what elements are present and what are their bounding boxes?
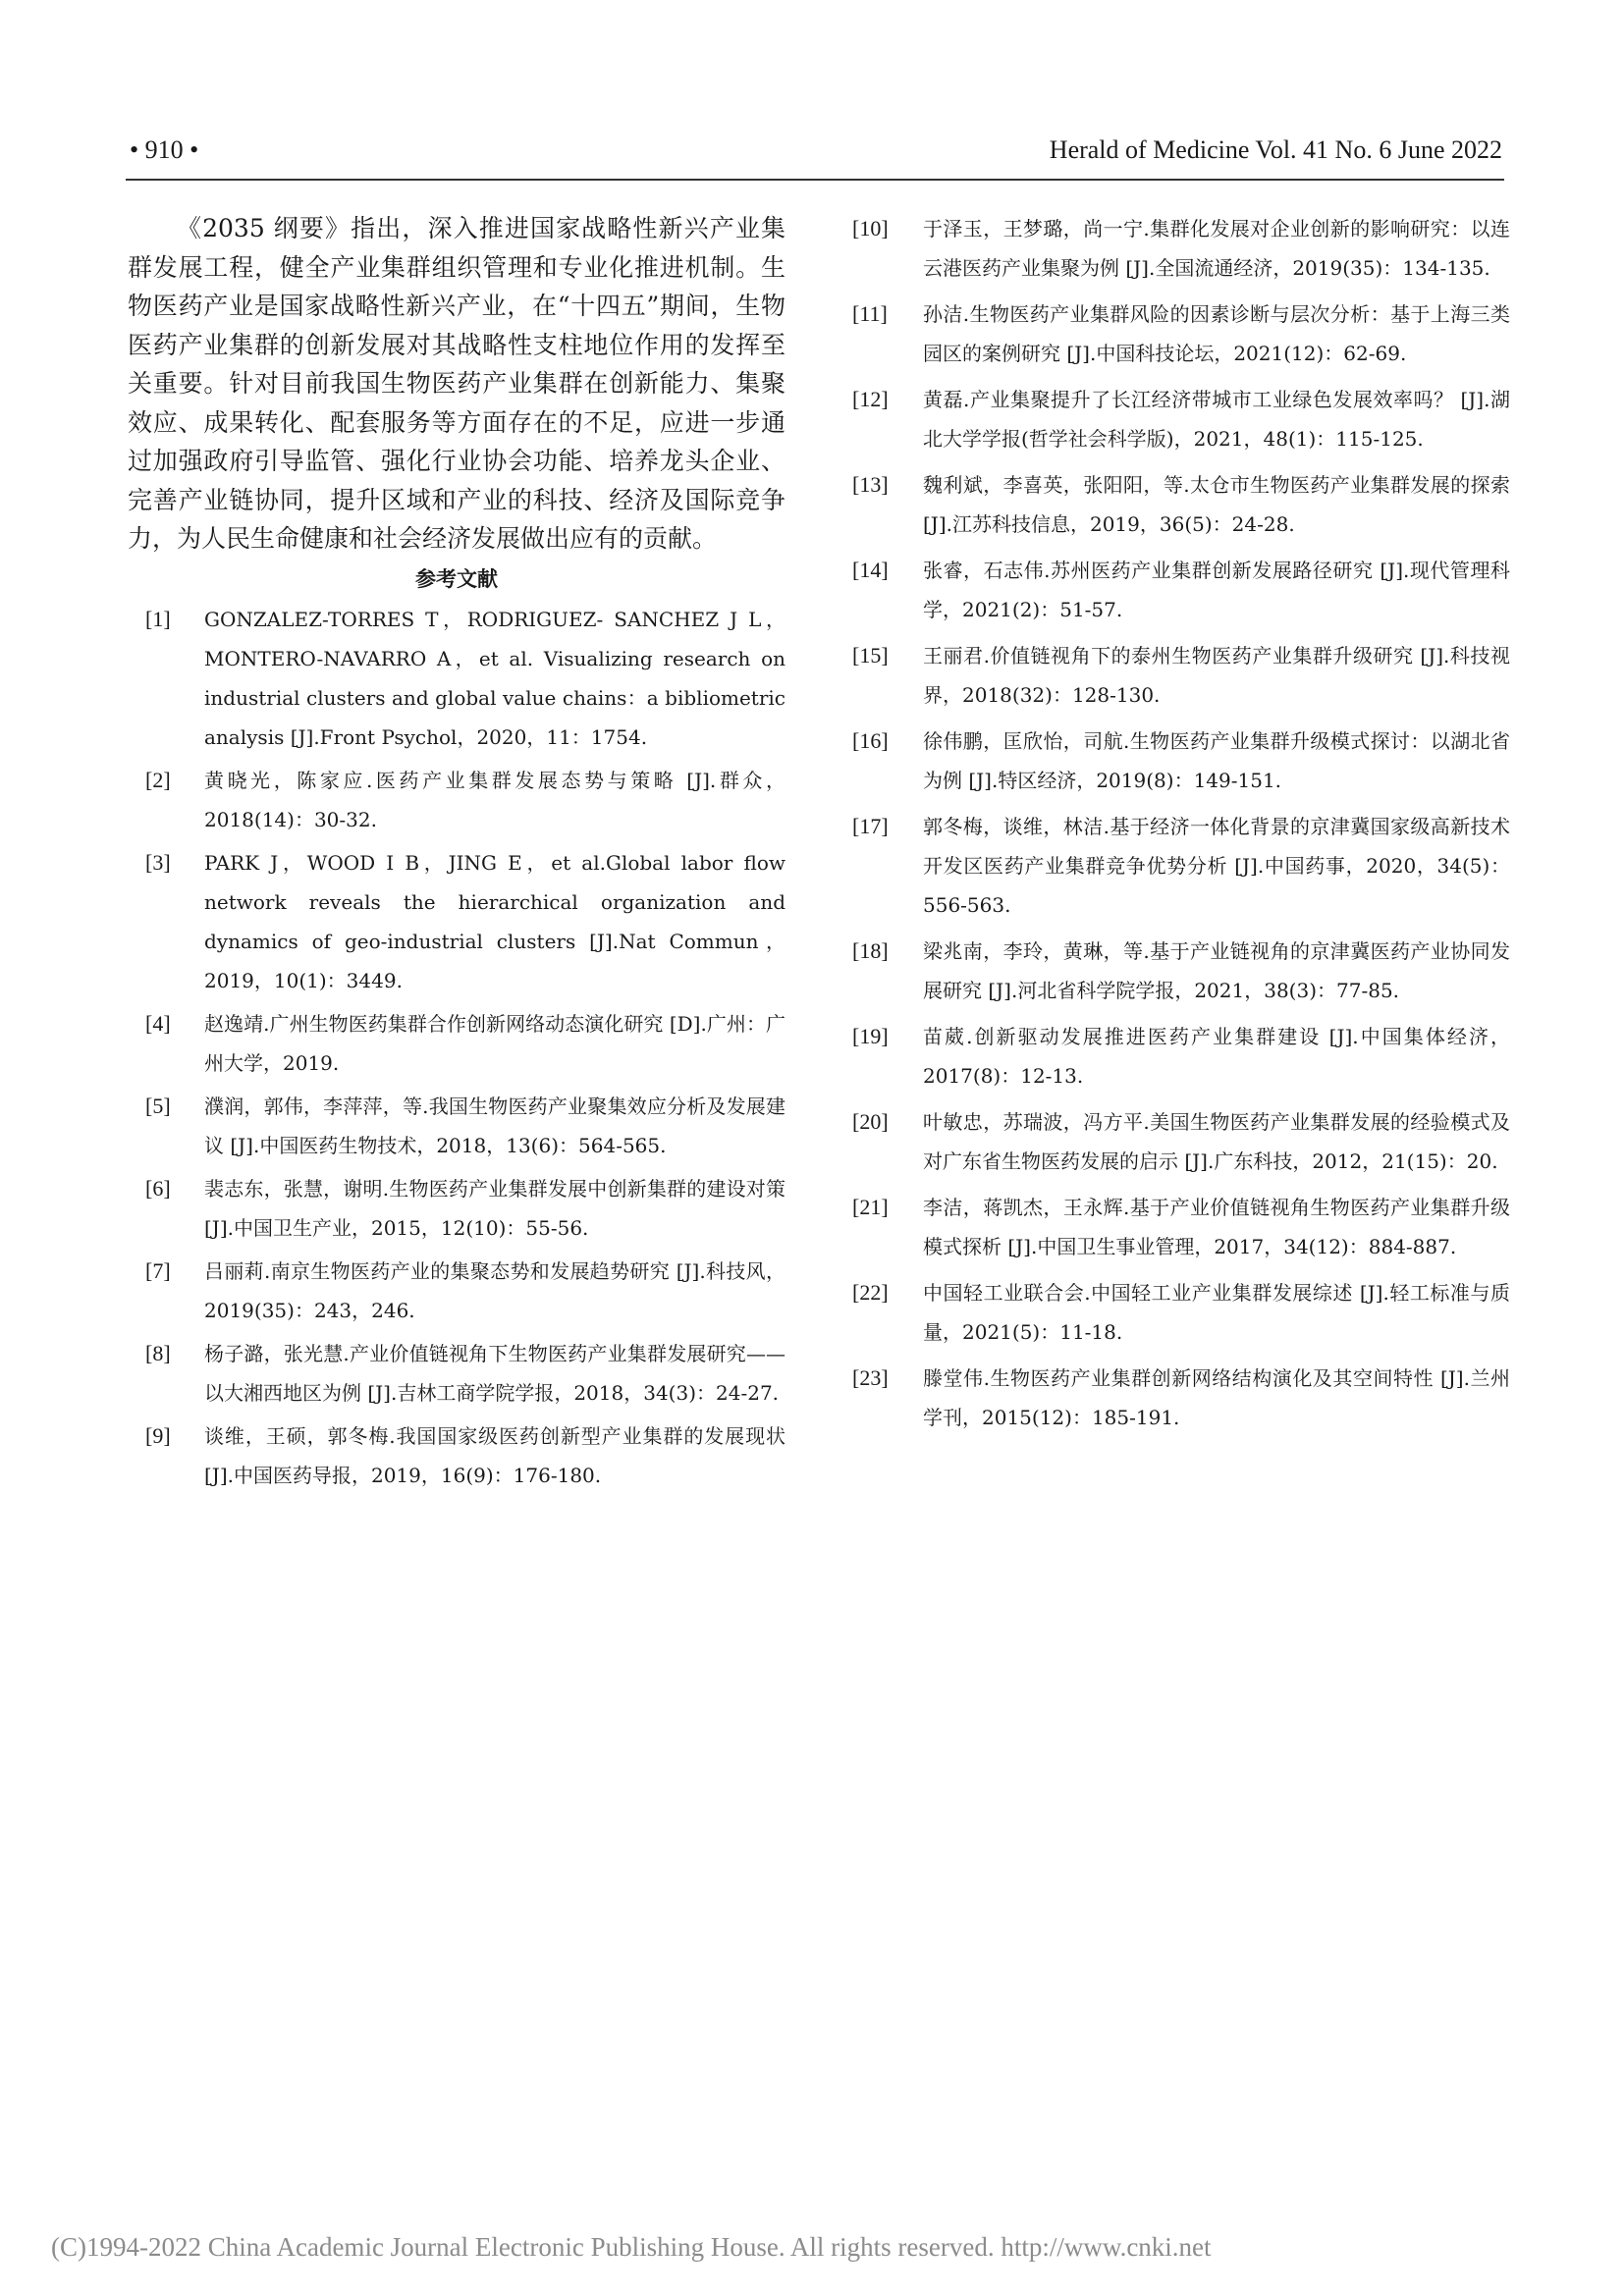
reference-text: 黄磊.产业集聚提升了长江经济带城市工业绿色发展效率吗？ [J].湖北大学学报(哲学社会科学版)，2021，48(1)：115-125. bbox=[923, 388, 1510, 451]
journal-running-title: Herald of Medicine Vol. 41 No. 6 June 2022 bbox=[1049, 135, 1502, 164]
reference-item bbox=[128, 1252, 785, 1330]
reference-item bbox=[128, 1416, 785, 1495]
reference-number: [1] bbox=[145, 606, 171, 631]
reference-item bbox=[852, 465, 1510, 544]
reference-number: [18] bbox=[852, 938, 889, 963]
reference-number: [6] bbox=[145, 1175, 171, 1201]
reference-text: 赵逸靖.广州生物医药集群合作创新网络动态演化研究 [D].广州：广州大学，2019. bbox=[204, 1011, 785, 1075]
reference-number: [4] bbox=[145, 1010, 171, 1036]
reference-number: [14] bbox=[852, 558, 889, 582]
reference-item bbox=[128, 1087, 785, 1165]
reference-text: 裴志东，张慧，谢明.生物医药产业集群发展中创新集群的建设对策 [J].中国卫生产业，2015，12(10)：55-56. bbox=[204, 1176, 785, 1240]
reference-item bbox=[852, 932, 1510, 1010]
reference-number: [9] bbox=[145, 1422, 171, 1448]
body-paragraph: 《2035 纲要》指出，深入推进国家战略性新兴产业集群发展工程，健全产业集群组织管理和专业化推进机制。生物医药产业是国家战略性新兴产业，在“十四五”期间，生物医药产业集群的创新发展对其战略性支柱地位作用的发挥至关重要。针对目前我国生物医药产业集群在创新能力、集聚效应、成果转化、配套服务等方面存在的不足，应进一步通过加强政府引导监管、强化行业协会功能、培养龙头企业、完善产业链协同，提升区域和产业的科技、经济及国际竞争力，为人民生命健康和社会经济发展做出应有的贡献。 bbox=[128, 214, 785, 553]
reference-text: 李洁，蒋凯杰，王永辉.基于产业价值链视角生物医药产业集群升级模式探析 [J].中国卫生事业管理，2017，34(12)：884-887. bbox=[923, 1196, 1510, 1258]
reference-number: [2] bbox=[145, 767, 171, 792]
reference-item bbox=[852, 1273, 1510, 1352]
reference-item bbox=[128, 761, 785, 839]
reference-number: [10] bbox=[852, 216, 889, 240]
reference-text: PARK J，WOOD I B，JING E，et al.Global labor flow network reveals the hierarchical organization and dynamics of geo-industrial clusters [J].Nat Commun，2019，10(1)：3449. bbox=[204, 850, 785, 992]
reference-text: GONZALEZ-TORRES T，RODRIGUEZ- SANCHEZ J L，MONTERO-NAVARRO A，et al. Visualizing research on industrial clusters and global value chains：a bibliometric analysis [J].Front Psychol，2020，11：1754. bbox=[204, 607, 785, 749]
left-column bbox=[128, 209, 785, 1499]
reference-item bbox=[128, 1004, 785, 1083]
copyright-footer: (C)1994-2022 China Academic Journal Electronic Publishing House. All rights reserved. http://www.cnki.net bbox=[51, 2232, 1212, 2262]
reference-text: 杨子潞，张光慧.产业价值链视角下生物医药产业集群发展研究——以大湘西地区为例 [J].吉林工商学院学报，2018，34(3)：24-27. bbox=[204, 1341, 785, 1405]
page-number: • 910 • bbox=[130, 135, 199, 164]
reference-item bbox=[852, 1017, 1510, 1095]
reference-item bbox=[852, 551, 1510, 629]
reference-text: 吕丽莉.南京生物医药产业的集聚态势和发展趋势研究 [J].科技风，2019(35)：243，246. bbox=[204, 1258, 785, 1322]
reference-number: [12] bbox=[852, 387, 889, 411]
reference-item bbox=[852, 380, 1510, 458]
reference-text: 滕堂伟.生物医药产业集群创新网络结构演化及其空间特性 [J].兰州学刊，2015(12)：185-191. bbox=[923, 1366, 1510, 1429]
reference-item bbox=[128, 843, 785, 1000]
header-rule bbox=[126, 179, 1504, 181]
reference-item bbox=[852, 1359, 1510, 1437]
reference-number: [19] bbox=[852, 1024, 889, 1048]
references-heading: 参考文献 bbox=[415, 565, 498, 591]
reference-number: [16] bbox=[852, 728, 889, 753]
reference-number: [13] bbox=[852, 472, 889, 497]
reference-item bbox=[128, 1169, 785, 1248]
reference-number: [8] bbox=[145, 1340, 171, 1365]
reference-number: [5] bbox=[145, 1093, 171, 1118]
reference-item bbox=[852, 1102, 1510, 1181]
reference-item bbox=[852, 209, 1510, 288]
reference-number: [22] bbox=[852, 1280, 889, 1305]
reference-text: 于泽玉，王梦璐，尚一宁.集群化发展对企业创新的影响研究：以连云港医药产业集聚为例 [J].全国流通经济，2019(35)：134-135. bbox=[923, 217, 1510, 280]
reference-text: 苗葳.创新驱动发展推进医药产业集群建设 [J].中国集体经济，2017(8)：12-13. bbox=[923, 1025, 1510, 1088]
reference-item bbox=[852, 1188, 1510, 1266]
reference-text: 叶敏忠，苏瑞波，冯方平.美国生物医药产业集群发展的经验模式及对广东省生物医药发展的启示 [J].广东科技，2012，21(15)：20. bbox=[923, 1110, 1510, 1173]
reference-text: 张睿，石志伟.苏州医药产业集群创新发展路径研究 [J].现代管理科学，2021(2)：51-57. bbox=[923, 559, 1510, 621]
reference-item bbox=[852, 807, 1510, 925]
reference-text: 徐伟鹏，匡欣怡，司航.生物医药产业集群升级模式探讨：以湖北省为例 [J].特区经济，2019(8)：149-151. bbox=[923, 729, 1510, 792]
reference-text: 黄晓光，陈家应.医药产业集群发展态势与策略 [J].群众，2018(14)：30-32. bbox=[204, 768, 785, 831]
reference-item bbox=[128, 1334, 785, 1413]
reference-number: [15] bbox=[852, 643, 889, 667]
reference-number: [17] bbox=[852, 814, 889, 838]
page-header bbox=[128, 133, 1502, 173]
reference-number: [7] bbox=[145, 1257, 171, 1283]
reference-text: 中国轻工业联合会.中国轻工业产业集群发展综述 [J].轻工标准与质量，2021(5)：11-18. bbox=[923, 1281, 1510, 1344]
reference-number: [11] bbox=[852, 301, 888, 326]
reference-text: 郭冬梅，谈维，林洁.基于经济一体化背景的京津冀国家级高新技术开发区医药产业集群竞争优势分析 [J].中国药事，2020，34(5)：556-563. bbox=[923, 815, 1510, 917]
reference-item bbox=[852, 294, 1510, 373]
reference-item bbox=[852, 636, 1510, 715]
reference-number: [23] bbox=[852, 1365, 889, 1390]
reference-text: 魏利斌，李喜英，张阳阳，等.太仓市生物医药产业集群发展的探索 [J].江苏科技信息，2019，36(5)：24-28. bbox=[923, 473, 1510, 536]
right-column bbox=[852, 209, 1510, 1444]
reference-number: [3] bbox=[145, 849, 171, 875]
reference-text: 王丽君.价值链视角下的泰州生物医药产业集群升级研究 [J].科技视界，2018(32)：128-130. bbox=[923, 644, 1510, 707]
reference-text: 孙洁.生物医药产业集群风险的因素诊断与层次分析：基于上海三类园区的案例研究 [J].中国科技论坛，2021(12)：62-69. bbox=[923, 302, 1510, 365]
reference-text: 梁兆南，李玲，黄琳，等.基于产业链视角的京津冀医药产业协同发展研究 [J].河北省科学院学报，2021，38(3)：77-85. bbox=[923, 939, 1510, 1002]
reference-number: [21] bbox=[852, 1195, 889, 1219]
reference-item bbox=[852, 721, 1510, 800]
reference-item bbox=[128, 600, 785, 757]
reference-text: 濮润，郭伟，李萍萍，等.我国生物医药产业聚集效应分析及发展建议 [J].中国医药生物技术，2018，13(6)：564-565. bbox=[204, 1094, 785, 1157]
reference-number: [20] bbox=[852, 1109, 889, 1134]
reference-text: 谈维，王硕，郭冬梅.我国国家级医药创新型产业集群的发展现状 [J].中国医药导报，2019，16(9)：176-180. bbox=[204, 1423, 785, 1487]
